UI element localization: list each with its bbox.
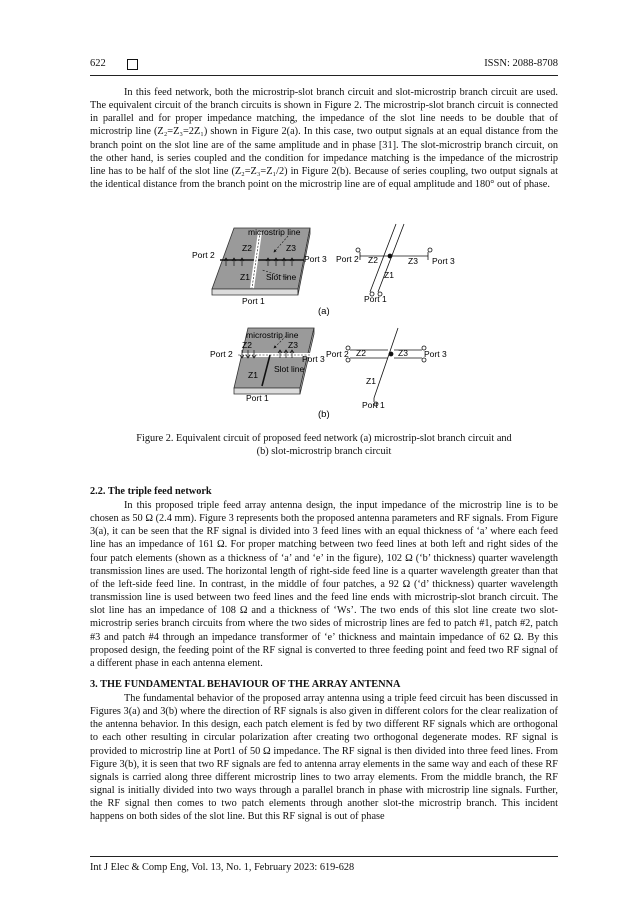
- section-heading-3: 3. THE FUNDAMENTAL BEHAVIOUR OF THE ARRAY ANTENNA: [90, 679, 401, 690]
- page-header: [90, 58, 558, 72]
- fig2b-microstrip-label: microstrip line: [246, 330, 299, 340]
- footer-rule: [90, 856, 558, 857]
- fig2b-port3-label: Port 3: [302, 354, 325, 364]
- paragraph-fundamental-behaviour: The fundamental behavior of the proposed array antenna using a triple feed circuit has been discussed in Figures 3(a) and 3(b) where the direction of RF signals is also given in different colors for the clear realization of the antenna behavior. In this design, each patch element is fed by two different RF signals which are orthogonal to each other resulting in circular polarization after creating two orthogonal degenerate modes. RF signal is provided to microstrip line at Port1 of 50 Ω impedance. The RF signal is then divided into three feed lines. From Figure 3(b), it is seen that two RF signals are fed to antenna array elements in the same way and each of these RF signals is carried along three different microstrip lines to two array elements. From the middle branch, the RF signal is initially divided into two ways through a parallel branch in phase with microstrip line signals. Further, the RF signal then comes to two patch elements through another slot-the microstrip branch. This incident happens on both sides of the slot line. But this RF signal is out of phase: [90, 693, 558, 823]
- fig2b-port1-label: Port 1: [246, 393, 269, 403]
- paragraph-triple-feed: In this proposed triple feed array antenna design, the input impedance of the microstrip line is to be chosen as 50 Ω (2.4 mm). Figure 3 represents both the proposed antenna parameters and RF signals. From Figure 3(a), it can be seen that the RF signal is divided into 3 feed lines with an equal thickness of ‘a’ where each feed line has an impedance of 161 Ω. For proper matching between two feed lines at both left and right sides of the four patch elements (shown as a thickness of ‘a’ and ‘e’ in the figure), 102 Ω (‘b’ thickness) quarter wavelength transmission lines are used. The horizontal length of right-side feed line is a quarter wavelength greater than that of the left-side feed line. In contrast, in the middle of four patches, a 92 Ω (‘d’ thickness) quarter wavelength transmission line is used between two feed lines and the feed line ends with microstrip-slot branch circuit. The slot line has an impedance of 108 Ω and a thickness of ‘Ws’. The two ends of this slot line create two slot-microstrip series branch circuits from where the two sides of microstrip lines are fed to patch #1, patch #2, patch #3 and patch #4 through an impedance transformer of ‘e’ thickness and maintain impedance of 62 Ω. By this proposed design, the feeding point of the RF signal is converted to three feeding point and feed two RF signal of a different phase in each antenna element.: [90, 500, 558, 669]
- fig2b-z1-label: Z1: [248, 370, 258, 380]
- fig2a-schem-port3: Port 3: [432, 256, 455, 266]
- fig2a-z1-label: Z1: [240, 272, 250, 282]
- fig2a-slot-label: Slot line: [266, 272, 297, 282]
- fig2a-schem-port1: Port 1: [364, 294, 387, 304]
- figure-2: [190, 222, 470, 422]
- fig2a-port1-label: Port 1: [242, 296, 265, 306]
- fig2a-port3-label: Port 3: [304, 254, 327, 264]
- fig2a-schem-z1: Z1: [384, 270, 394, 280]
- fig2a-schem-z2: Z2: [368, 255, 378, 265]
- fig2b-schem-port1: Port 1: [362, 400, 385, 410]
- header-rule: [90, 75, 558, 76]
- fig2b-schem-port2: Port 2: [326, 349, 349, 359]
- fig2b-schem-port3: Port 3: [424, 349, 447, 359]
- figure-2b-schematic: [346, 328, 426, 406]
- figure-2a-board: [212, 228, 310, 295]
- fig2b-slot-label: Slot line: [274, 364, 305, 374]
- fig2b-schem-z2: Z2: [356, 348, 366, 358]
- fig2a-z2-label: Z2: [242, 243, 252, 253]
- fig2b-schem-z3: Z3: [398, 348, 408, 358]
- footer-citation: Int J Elec & Comp Eng, Vol. 13, No. 1, February 2023: 619-628: [90, 862, 355, 873]
- figure-caption: [90, 432, 558, 458]
- caption-line-1: Figure 2. Equivalent circuit of proposed feed network (a) microstrip-slot branch circuit and: [136, 433, 512, 444]
- fig2a-sublabel: (a): [318, 306, 330, 317]
- fig2b-sublabel: (b): [318, 409, 330, 420]
- caption-line-2: (b) slot-microstrip branch circuit: [256, 446, 392, 458]
- fig2a-port2-label: Port 2: [192, 250, 215, 260]
- fig2a-schem-z3: Z3: [408, 256, 418, 266]
- checkbox-square-icon: [127, 59, 138, 70]
- issn-label: ISSN: 2088-8708: [484, 58, 558, 69]
- fig2b-z2-label: Z2: [242, 340, 252, 350]
- fig2a-z3-label: Z3: [286, 243, 296, 253]
- fig2a-schem-port2: Port 2: [336, 254, 359, 264]
- fig2b-schem-z1: Z1: [366, 376, 376, 386]
- fig2b-z3-label: Z3: [288, 340, 298, 350]
- fig2a-microstrip-label: microstrip line: [248, 227, 301, 237]
- fig2b-port2-label: Port 2: [210, 349, 233, 359]
- section-heading-2-2: 2.2. The triple feed network: [90, 486, 212, 497]
- page-number: 622: [90, 58, 106, 69]
- paragraph-feed-network: In this feed network, both the microstrip-slot branch circuit and slot-microstrip branch circuit are used. The equivalent circuit of the branch circuits is shown in Figure 2. The microstrip-slot branch circuit is connected in parallel and for proper impedance matching, the impedance of the slot line needs to be double that of microstrip line (Z₂=Z₃=2Z₁) shown in Figure 2(a). In this case, two output signals at an equal distance from the branch point on the slot line are of the same amplitude and in phase [31]. The slot-microstrip branch circuit, on the other hand, is series coupled and the condition for impedance matching is the impedance of the microstrip line has to be half of the slot line (Z₂=Z₃=Z₁/2) in Figure 2(b). Because of series coupling, two output signals at the identical distance from the branch point on the microstrip line are of equal amplitude and 180° out of phase.: [90, 87, 558, 191]
